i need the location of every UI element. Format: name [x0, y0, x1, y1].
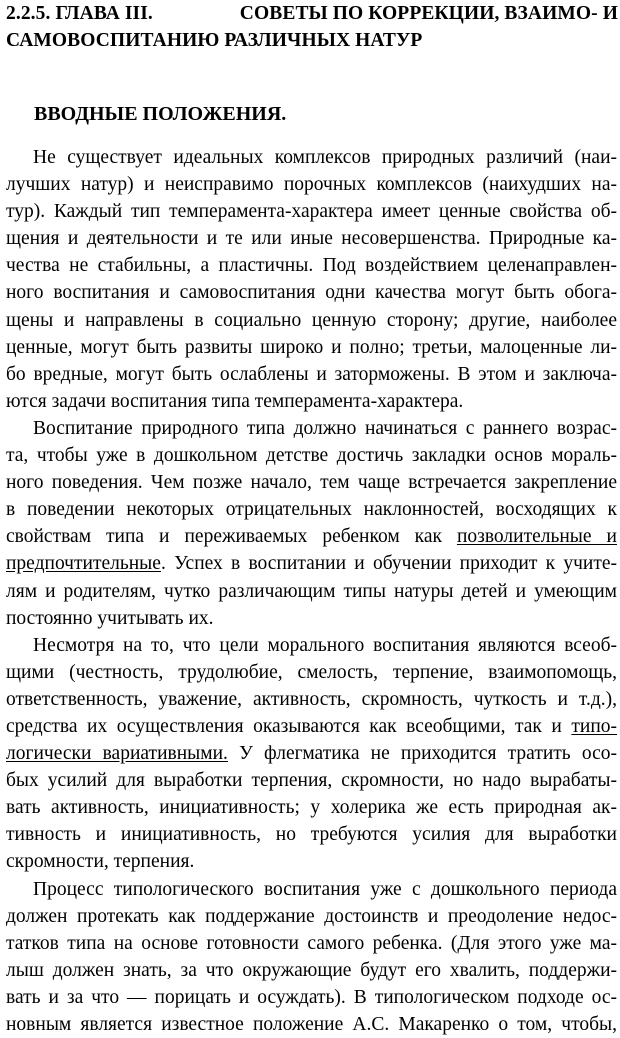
text-line: новным является известное положение А.С. Макаренко о том, чтобы,: [6, 1014, 617, 1035]
text-line: лучших натур) и неисправимо порочных комплексов (наихудших на-: [6, 174, 617, 196]
text-line: ного поведения. Чем позже начало, тем чаще встречается закрепление: [6, 472, 617, 494]
text-line: вать активность, инициативность; у холерика же есть природная ак-: [6, 797, 617, 819]
text-line: ценные, могут быть развиты широко и полно; третьи, малоценные ли-: [6, 336, 617, 358]
underlined-term: позволительные и: [456, 526, 617, 548]
body-text: [6, 144, 617, 1038]
text-line: лыш должен знать, за что окружающие будут его хвалить, поддержи-: [6, 959, 617, 981]
text-line: бых усилий для выработки терпения, скромности, но надо вырабаты-: [6, 770, 617, 792]
chapter-title-part-2: САМОВОСПИТАНИЮ РАЗЛИЧНЫХ НАТУР: [6, 30, 423, 51]
text-line: [6, 550, 617, 577]
chapter-heading: [6, 0, 618, 54]
underlined-term: предпочтительные: [6, 553, 161, 575]
text-line: щены и направлены в социально ценную сторону; другие, наиболее: [6, 309, 617, 331]
chapter-number: 2.2.5. ГЛАВА III.: [6, 3, 153, 24]
text-line: ответственность, уважение, активность, скромность, чуткость и т.д.),: [6, 688, 617, 710]
underlined-term: логически вариативными.: [6, 743, 228, 765]
text-line: Процесс типологического воспитания уже с дошкольного периода: [33, 878, 617, 900]
text-line: лям и родителям, чутко различающим типы натуры детей и умеющим: [6, 580, 617, 602]
chapter-heading-line-1: [6, 0, 618, 27]
text-line: тур). Каждый тип темперамента-характера имеет ценные свойства об-: [6, 201, 617, 223]
text-line: тивность и инициативность, но требуются усилия для выработки: [6, 824, 617, 846]
text-line: Несмотря на то, что цели морального воспитания являются всеоб-: [33, 634, 617, 656]
underlined-term: типо-: [571, 715, 617, 737]
chapter-title-part-1: СОВЕТЫ ПО КОРРЕКЦИИ, ВЗАИМО- И: [239, 3, 618, 24]
text-line: щения и деятельности и те или иные несовершенства. Природные ка-: [6, 228, 617, 250]
text-line: татков типа на основе готовности самого ребенка. (Для этого уже ма-: [6, 932, 617, 954]
text-line: ного воспитания и самовоспитания одни качества могут быть обога-: [6, 282, 617, 304]
text-line: в поведении некоторых отрицательных наклонностей, восходящих к: [6, 499, 617, 521]
text-line: ются задачи воспитания типа темперамента-характера.: [6, 390, 464, 412]
text-line: должен протекать как поддержание достоинств и преодоление недос-: [6, 905, 617, 927]
text-line: вать и за что — порицать и осуждать). В типологическом подходе ос-: [6, 986, 617, 1008]
text-segment: средства их осуществления оказываются как всеобщими, так и: [6, 715, 562, 737]
text-line: [6, 523, 617, 550]
text-line: [6, 713, 617, 740]
text-line: Воспитание природного типа должно начинаться с раннего возрас-: [33, 417, 617, 439]
text-segment: . Успех в воспитании и обучении приходит к учите-: [160, 553, 617, 575]
section-heading: ВВОДНЫЕ ПОЛОЖЕНИЯ.: [34, 103, 287, 125]
text-line: Не существует идеальных комплексов природных различий (наи-: [33, 147, 617, 168]
text-line: чества не стабильны, а пластичны. Под воздействием целенаправлен-: [6, 255, 617, 277]
text-line: [6, 740, 617, 767]
text-line: щими (честность, трудолюбие, смелость, терпение, взаимопомощь,: [6, 661, 617, 683]
text-segment: У флегматика не приходится тратить осо-: [227, 743, 617, 765]
text-line: бо вредные, могут быть ослаблены и заторможены. В этом и заключа-: [6, 363, 617, 385]
text-line: постоянно учитывать их.: [6, 607, 214, 629]
text-line: скромности, терпения.: [6, 851, 195, 873]
text-segment: свойствам типа и переживаемых ребенком как: [6, 526, 442, 548]
text-line: та, чтобы уже в дошкольном детстве достичь закладки основ мораль-: [6, 445, 617, 467]
